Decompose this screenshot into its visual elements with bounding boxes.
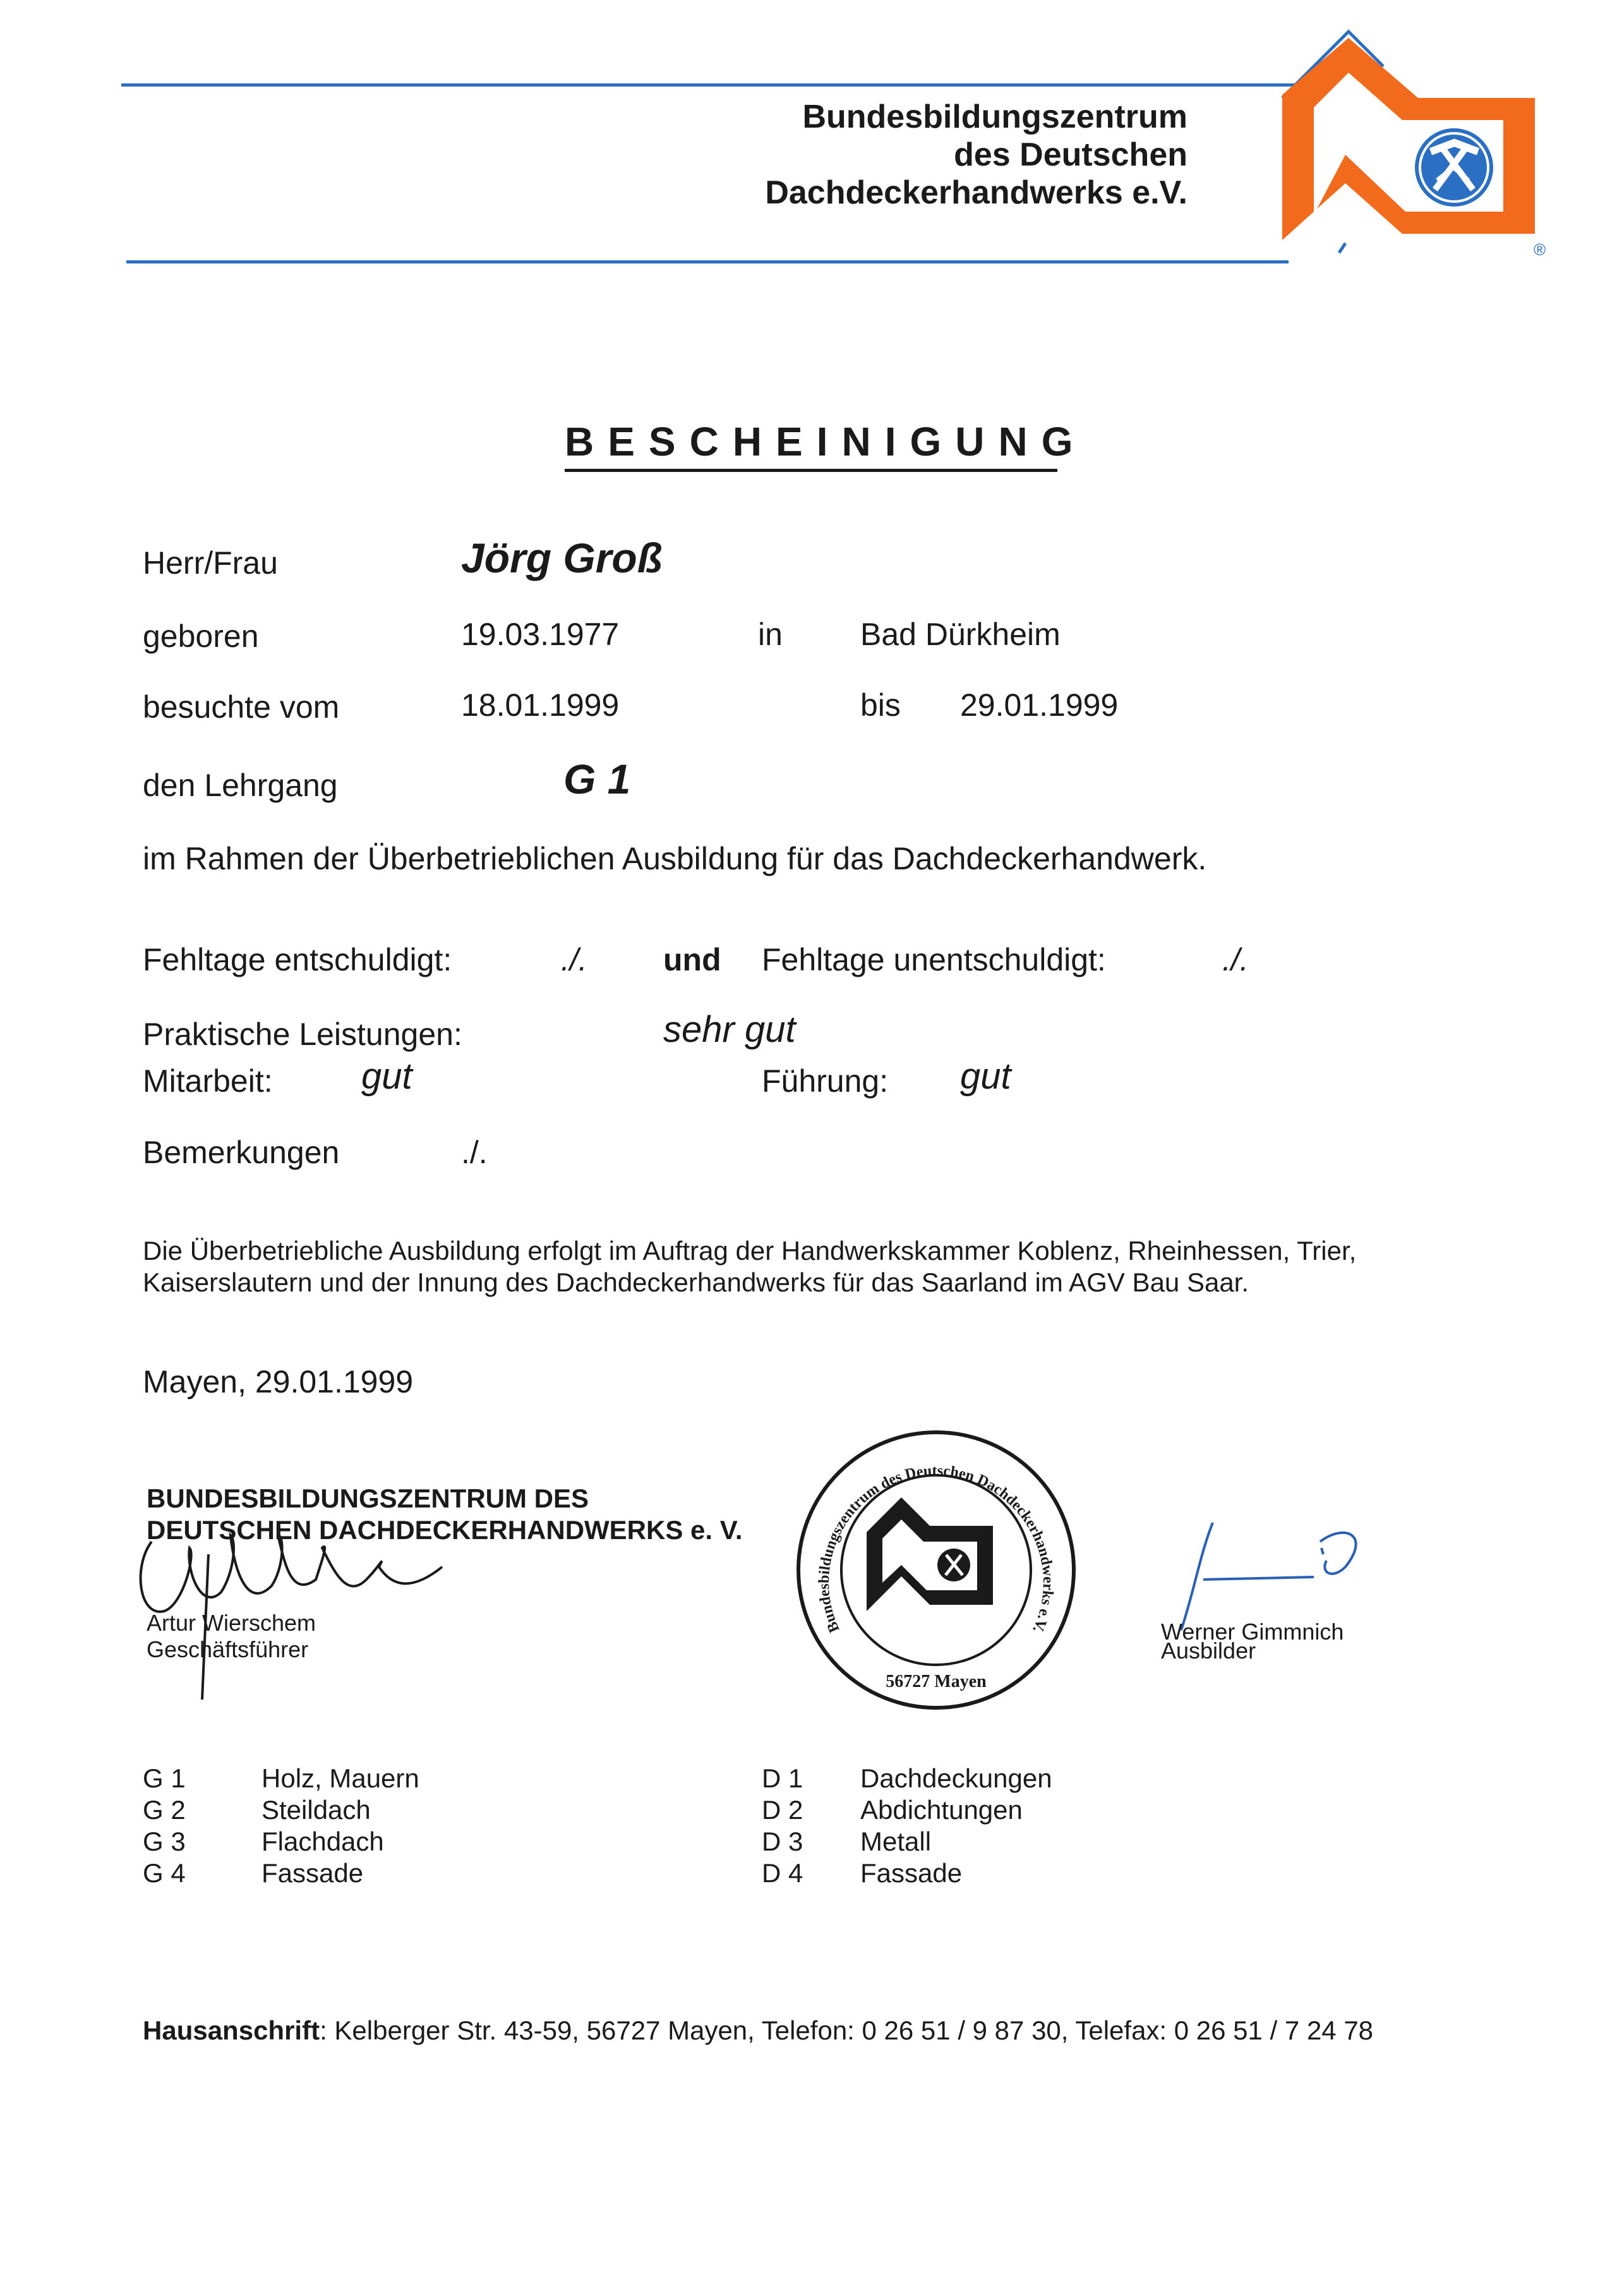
- org-name-line-1: Bundesbildungszentrum: [802, 99, 1187, 135]
- course-code: D 1: [762, 1763, 803, 1793]
- course-code: G 3: [143, 1827, 186, 1856]
- list-item: [762, 1858, 1052, 1889]
- right-signer-name: Werner Gimmnich: [1161, 1619, 1344, 1645]
- list-item: [143, 1794, 419, 1826]
- from-date: 18.01.1999: [461, 687, 620, 723]
- stamp-bottom-text: 56727 Mayen: [886, 1672, 987, 1691]
- herr-frau-label: Herr/Frau: [143, 545, 278, 581]
- course-name: Abdichtungen: [860, 1795, 1023, 1825]
- course-name: Steildach: [261, 1795, 371, 1825]
- note-line-1: Die Überbetriebliche Ausbildung erfolgt im Auftrag der Handwerkskammer Koblenz, Rheinhessen, Trier,: [143, 1236, 1357, 1266]
- fuehrung-label: Führung:: [762, 1063, 889, 1099]
- framework-text: im Rahmen der Überbetrieblichen Ausbildung für das Dachdeckerhandwerk.: [143, 841, 1207, 876]
- course-name: Dachdeckungen: [860, 1763, 1052, 1793]
- birth-place: Bad Dürkheim: [860, 617, 1061, 652]
- list-item: [143, 1763, 419, 1794]
- geboren-label: geboren: [143, 619, 259, 654]
- left-signer-role: Geschäftsführer: [147, 1636, 309, 1662]
- course-code: G 1: [563, 756, 631, 802]
- course-code: G 4: [143, 1858, 186, 1888]
- course-code: D 2: [762, 1795, 803, 1825]
- fuehrung-value: gut: [960, 1056, 1011, 1097]
- mitarbeit-value: gut: [361, 1056, 412, 1097]
- course-list-left: [143, 1763, 419, 1889]
- org-name-block: [765, 98, 1187, 212]
- org-logo: [1276, 25, 1554, 278]
- course-name: Fassade: [860, 1858, 963, 1888]
- left-signer-block: [147, 1610, 316, 1663]
- lehrgang-label: den Lehrgang: [143, 768, 338, 803]
- course-list-right: [762, 1763, 1052, 1889]
- official-stamp: [791, 1425, 1081, 1715]
- course-code: G 1: [143, 1763, 186, 1793]
- in-label: in: [758, 617, 783, 652]
- note-line-2: Kaiserslautern und der Innung des Dachdeckerhandwerks für das Saarland im AGV Bau Saar.: [143, 1267, 1249, 1297]
- header-top-rule: [121, 83, 1321, 87]
- course-name: Metall: [860, 1827, 932, 1856]
- to-date: 29.01.1999: [960, 687, 1119, 723]
- bemerkungen-value: ./.: [461, 1135, 488, 1170]
- org-name-line-3: Dachdeckerhandwerks e.V.: [765, 174, 1187, 211]
- header-bottom-rule: [126, 260, 1289, 263]
- und-label: und: [663, 942, 721, 977]
- footer-address: [143, 2015, 1373, 2046]
- fehltage-entschuldigt-value: ./.: [561, 942, 587, 977]
- hammer-emblem-icon: [1415, 128, 1493, 207]
- registered-mark: ®: [1534, 240, 1546, 259]
- praktische-value: sehr gut: [663, 1009, 796, 1050]
- footer-address-text: : Kelberger Str. 43-59, 56727 Mayen, Telefon: 0 26 51 / 9 87 30, Telefax: 0 26 51 / 7 24 78: [320, 2015, 1374, 2045]
- title-underline: [565, 469, 1057, 472]
- praktische-label: Praktische Leistungen:: [143, 1017, 462, 1052]
- course-name: Holz, Mauern: [261, 1763, 419, 1793]
- left-signer-name: Artur Wierschem: [147, 1610, 316, 1636]
- list-item: [143, 1826, 419, 1858]
- org-caps-line-2: DEUTSCHEN DACHDECKERHANDWERKS e. V.: [147, 1515, 743, 1545]
- right-signer-block: [1161, 1619, 1343, 1664]
- course-code: D 3: [762, 1827, 803, 1856]
- right-signer-role: Ausbilder: [1161, 1638, 1256, 1664]
- bis-label: bis: [860, 687, 901, 723]
- course-code: G 2: [143, 1795, 186, 1825]
- footer-label: Hausanschrift: [143, 2015, 320, 2045]
- birth-date: 19.03.1977: [461, 617, 620, 652]
- fehltage-unentschuldigt-value: ./.: [1222, 942, 1249, 977]
- fehltage-unentschuldigt-label: Fehltage unentschuldigt:: [762, 942, 1106, 977]
- list-item: [762, 1794, 1052, 1826]
- list-item: [762, 1763, 1052, 1794]
- place-date: Mayen, 29.01.1999: [143, 1364, 414, 1399]
- bemerkungen-label: Bemerkungen: [143, 1135, 340, 1170]
- course-code: D 4: [762, 1858, 803, 1888]
- fehltage-entschuldigt-label: Fehltage entschuldigt:: [143, 942, 452, 977]
- stamp-arc-text: Bundesbildungszentrum des Deutschen Dachdeckerhandwerks e.V.: [815, 1462, 1057, 1636]
- course-name: Fassade: [261, 1858, 364, 1888]
- org-name-line-2: des Deutschen: [954, 136, 1187, 173]
- course-name: Flachdach: [261, 1827, 384, 1856]
- besuchte-label: besuchte vom: [143, 689, 340, 725]
- list-item: [762, 1826, 1052, 1858]
- logo-roof-icon: [1282, 32, 1535, 253]
- list-item: [143, 1858, 419, 1889]
- document-title: BESCHEINIGUNG: [565, 419, 1087, 464]
- org-caps-line-1: BUNDESBILDUNGSZENTRUM DES: [147, 1483, 589, 1513]
- mitarbeit-label: Mitarbeit:: [143, 1063, 273, 1099]
- recipient-name: Jörg Groß: [461, 535, 663, 581]
- stamp-logo-icon: [867, 1497, 993, 1611]
